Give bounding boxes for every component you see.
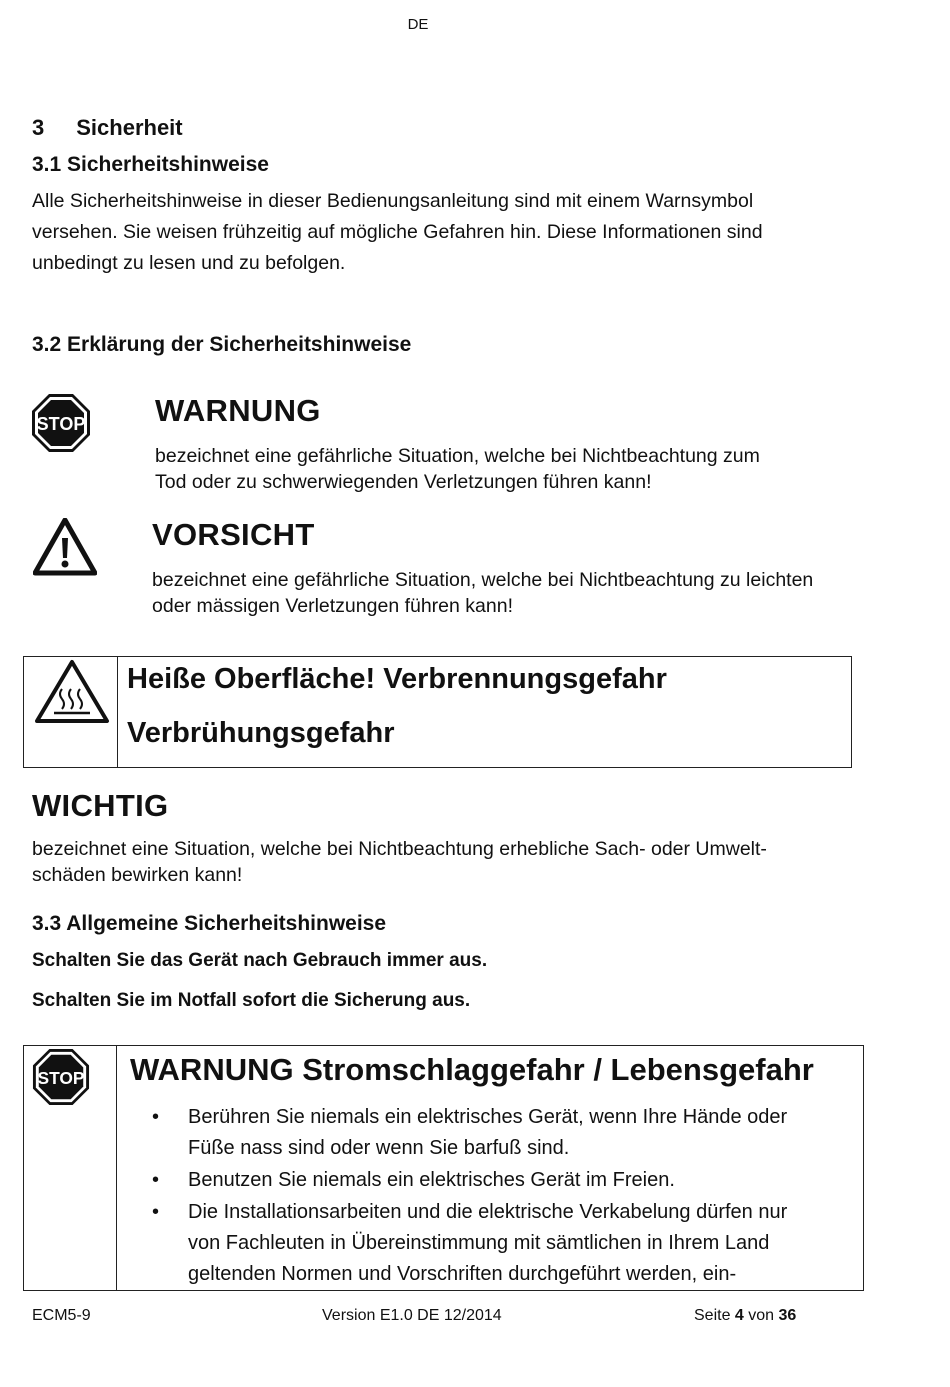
- footer-page: Seite 4 von 36: [694, 1307, 797, 1324]
- electric-warning-title: WARNUNG Stromschlaggefahr / Lebensgefahr: [130, 1052, 814, 1087]
- bullet-icon: •: [152, 1201, 160, 1223]
- electric-warning-box: [23, 1045, 864, 1291]
- hot-surface-line2: Verbrühungsgefahr: [127, 717, 395, 749]
- subsection-3-2-title: 3.2 Erklärung der Sicherheitshinweise: [32, 333, 412, 356]
- stop-sign-icon: [31, 1048, 91, 1106]
- list-item: • Die Installationsarbeiten und die elektrische Verkabelung dürfen nur von Fachleuten in Übereinstimmung mit sämtlichen in Ihrem Land geltenden Normen und Vorschriften durchgeführt werden, ein-: [130, 1197, 850, 1290]
- hot-surface-box: [23, 656, 852, 768]
- section-title: Sicherheit: [76, 115, 183, 140]
- paragraph-line: unbedingt zu lesen und zu befolgen.: [32, 252, 346, 274]
- total-pages: 36: [778, 1307, 797, 1324]
- vorsicht-description: bezeichnet eine gefährliche Situation, welche bei Nichtbeachtung zu leichten oder mässigen Verletzungen führen kann!: [152, 569, 814, 617]
- hot-surface-line1: Heiße Oberfläche! Verbrennungsgefahr: [127, 663, 667, 695]
- subsection-3-1-title: 3.1 Sicherheitshinweise: [32, 153, 269, 176]
- list-item: • Benutzen Sie niemals ein elektrisches Gerät im Freien.: [130, 1165, 850, 1196]
- vorsicht-label: VORSICHT: [152, 517, 315, 552]
- svg-text:STOP: STOP: [37, 1067, 85, 1088]
- warnung-label: WARNUNG: [155, 393, 321, 428]
- bullet-icon: •: [152, 1169, 160, 1191]
- paragraph-line: versehen. Sie weisen frühzeitig auf mögliche Gefahren hin. Diese Informationen sind: [32, 221, 763, 243]
- paragraph-line: Alle Sicherheitshinweise in dieser Bedienungsanleitung sind mit einem Warnsymbol: [32, 190, 754, 212]
- box-divider: [116, 1046, 117, 1290]
- wichtig-description: bezeichnet eine Situation, welche bei Nichtbeachtung erhebliche Sach- oder Umwelt- schäden bewirken kann!: [32, 838, 767, 886]
- section-heading: [32, 115, 183, 141]
- wichtig-label: WICHTIG: [32, 788, 169, 823]
- list-item: • Berühren Sie niemals ein elektrisches Gerät, wenn Ihre Hände oder Füße nass sind oder wenn Sie barfuß sind.: [130, 1102, 850, 1164]
- svg-text:STOP: STOP: [36, 414, 86, 434]
- footer-version: Version E1.0 DE 12/2014: [322, 1307, 502, 1324]
- section-number: 3: [32, 115, 45, 140]
- hot-surface-icon: [34, 659, 110, 725]
- warning-triangle-icon: [33, 518, 97, 576]
- current-page: 4: [734, 1307, 744, 1324]
- stop-sign-icon: [31, 393, 91, 453]
- subsection-3-3-title: 3.3 Allgemeine Sicherheitshinweise: [32, 912, 387, 935]
- box-divider: [117, 657, 118, 767]
- instruction-bold-2: Schalten Sie im Notfall sofort die Sicherung aus.: [32, 990, 471, 1011]
- footer-model: ECM5-9: [32, 1307, 91, 1324]
- subsection-3-1-text: [32, 186, 882, 279]
- warning-bullet-list: [130, 1102, 850, 1291]
- warnung-description: bezeichnet eine gefährliche Situation, welche bei Nichtbeachtung zum Tod oder zu schwerwiegenden Verletzungen führen kann!: [155, 445, 760, 493]
- bullet-icon: •: [152, 1106, 160, 1128]
- instruction-bold-1: Schalten Sie das Gerät nach Gebrauch immer aus.: [32, 950, 488, 971]
- language-header: DE: [407, 16, 429, 33]
